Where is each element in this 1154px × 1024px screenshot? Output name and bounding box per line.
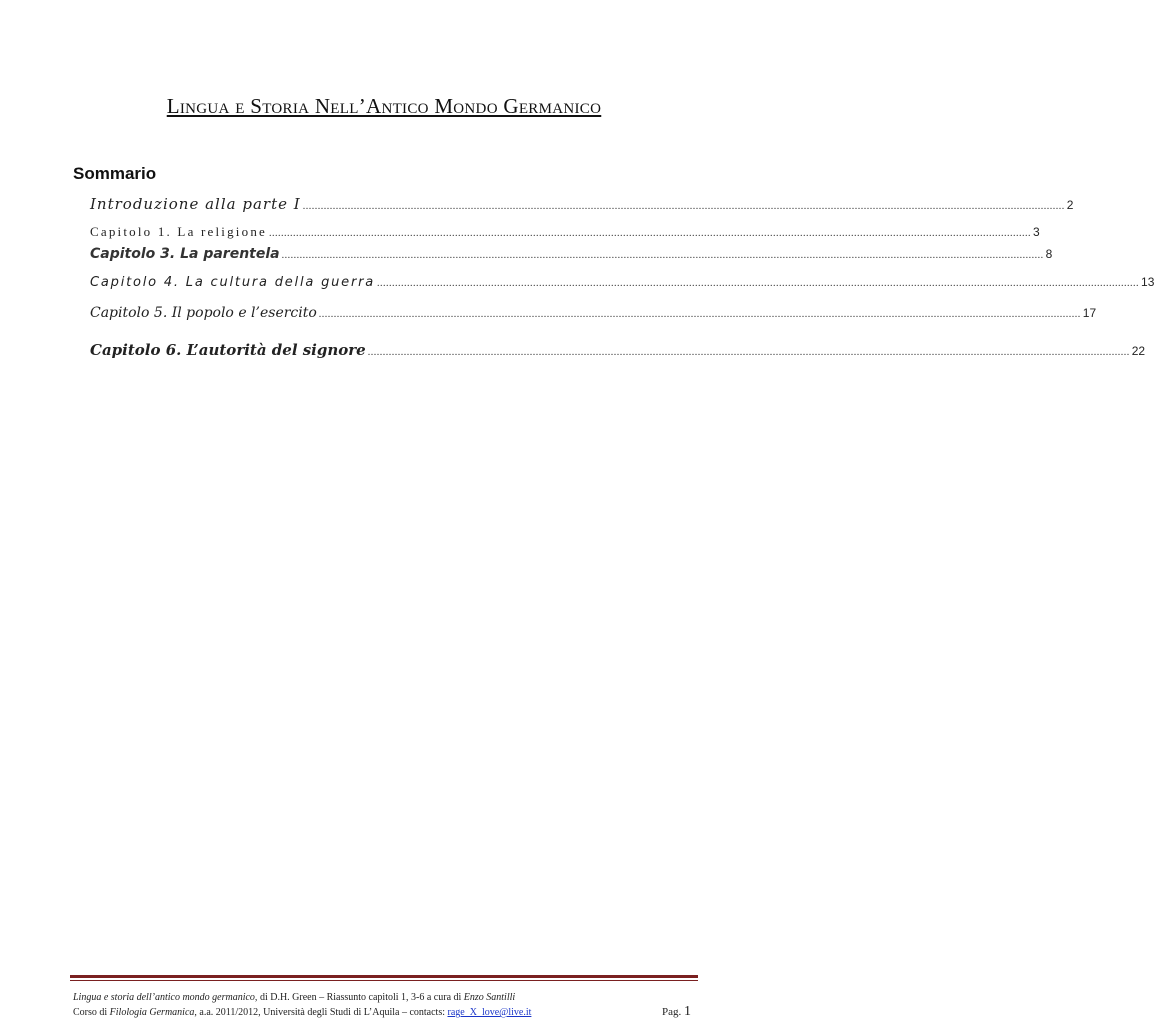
toc-entry-page: 2 (1066, 198, 1074, 212)
footer-book-title: Lingua e storia dell’antico mondo germanico, (73, 992, 258, 1003)
toc-leader-dots: .............................................................................................................................................................................................................................................................. (377, 278, 1140, 289)
toc-entry-label[interactable]: Introduzione alla parte I (90, 195, 301, 213)
footer-line-2 (73, 1007, 531, 1018)
toc-entry-capitolo-3[interactable] (90, 246, 1053, 262)
toc-entry-capitolo-4[interactable] (90, 275, 1154, 290)
footer-credits: di D.H. Green – Riassunto capitoli 1, 3-6 a cura di (257, 992, 464, 1003)
toc-entry-capitolo-1[interactable] (90, 224, 1040, 240)
footer-divider-thick (70, 975, 698, 978)
toc-entry-page: 22 (1131, 344, 1146, 358)
toc-entry-label[interactable]: Capitolo 4. La cultura della guerra (90, 275, 376, 290)
footer-course-name: Filologia Germanica (109, 1007, 195, 1018)
toc-entry-label[interactable]: Capitolo 3. La parentela (90, 246, 280, 262)
footer-email-link[interactable]: rage_X_love@live.it (447, 1007, 532, 1018)
toc-entry-page: 8 (1045, 247, 1053, 261)
toc-leader-dots: .............................................................................................................................................................................................................................................................. (367, 347, 1130, 358)
toc-entry-label[interactable]: Capitolo 1. La religione (90, 224, 267, 239)
toc-entry-label[interactable]: Capitolo 6. L’autorità del signore (90, 341, 366, 359)
page-number (662, 1004, 691, 1020)
footer-divider-thin (70, 980, 698, 981)
toc-heading: Sommario (73, 164, 157, 183)
page-number-value: 1 (684, 1004, 691, 1019)
document-title: Lingua e Storia Nell’Antico Mondo Germanico (166, 94, 602, 118)
toc-entry-page: 3 (1033, 225, 1040, 239)
toc-entry-page: 17 (1082, 306, 1097, 320)
toc-entry-capitolo-6[interactable] (90, 341, 1146, 359)
footer-line-1 (73, 992, 515, 1003)
toc-leader-dots: .............................................................................................................................................................................................................................................................. (269, 228, 1031, 239)
toc-entry-introduzione[interactable] (90, 195, 1074, 213)
page-label: Pag. (662, 1006, 682, 1018)
toc-leader-dots: .............................................................................................................................................................................................................................................................. (318, 309, 1081, 320)
toc-entry-page: 13 (1141, 275, 1154, 289)
toc-leader-dots: .............................................................................................................................................................................................................................................................. (302, 201, 1065, 212)
toc-entry-label[interactable]: Capitolo 5. Il popolo e l’esercito (90, 305, 317, 321)
footer-author: Enzo Santilli (463, 992, 516, 1003)
footer-course-prefix: Corso di (73, 1007, 110, 1018)
toc-leader-dots: .............................................................................................................................................................................................................................................................. (281, 250, 1044, 261)
footer-course-details: , a.a. 2011/2012, Università degli Studi di L’Aquila – contacts: (194, 1007, 448, 1018)
toc-entry-capitolo-5[interactable] (90, 305, 1097, 321)
